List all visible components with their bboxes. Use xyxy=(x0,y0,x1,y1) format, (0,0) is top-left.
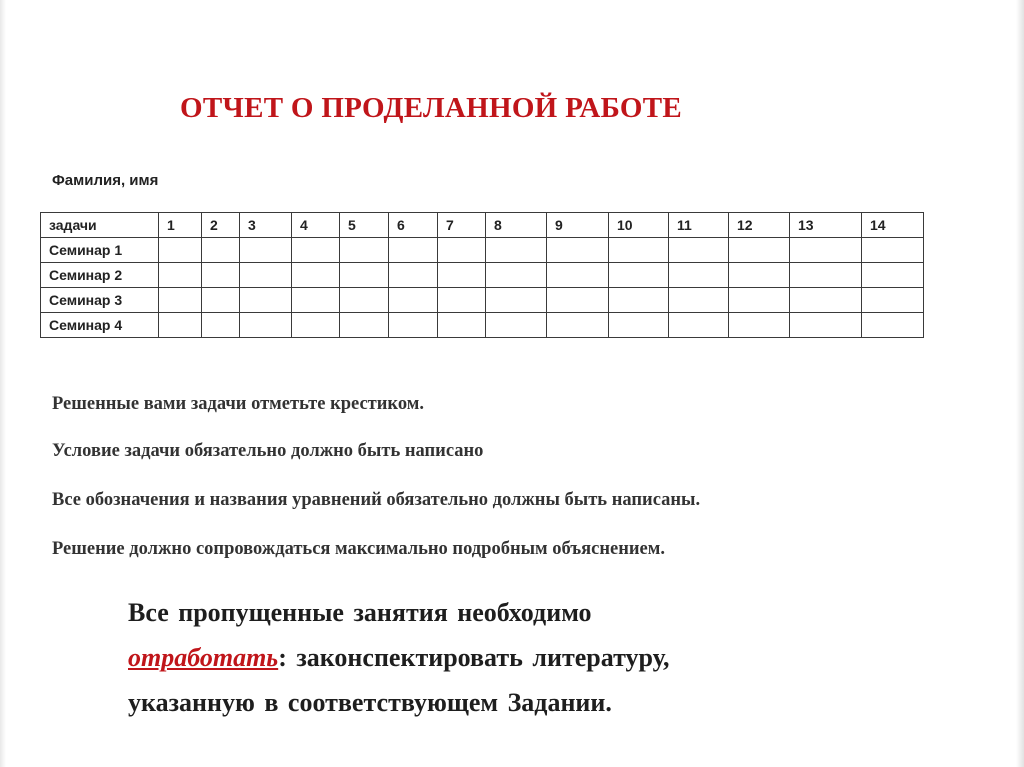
table-row xyxy=(41,313,924,338)
task-cell xyxy=(438,288,486,313)
task-cell xyxy=(202,263,240,288)
task-cell xyxy=(340,238,389,263)
task-cell xyxy=(202,288,240,313)
task-cell xyxy=(389,288,438,313)
task-cell xyxy=(438,238,486,263)
column-header: 6 xyxy=(389,213,438,238)
slide-right-edge xyxy=(1016,0,1024,767)
column-header: 1 xyxy=(159,213,202,238)
task-cell xyxy=(340,263,389,288)
column-header: 4 xyxy=(292,213,340,238)
task-cell xyxy=(159,263,202,288)
task-cell xyxy=(486,238,547,263)
task-cell xyxy=(790,238,862,263)
task-cell xyxy=(240,263,292,288)
task-cell xyxy=(292,288,340,313)
task-cell xyxy=(547,263,609,288)
task-cell xyxy=(202,313,240,338)
column-header: 10 xyxy=(609,213,669,238)
task-cell xyxy=(609,238,669,263)
task-cell xyxy=(340,313,389,338)
header-label: задачи xyxy=(41,213,159,238)
task-cell xyxy=(609,263,669,288)
column-header: 13 xyxy=(790,213,862,238)
row-label: Семинар 4 xyxy=(41,313,159,338)
name-label: Фамилия, имя xyxy=(52,172,159,189)
note-line-3: указанную в соответствующем Задании. xyxy=(128,688,612,717)
instruction-explanation: Решение должно сопровождаться максимально подробным объяснением. xyxy=(52,539,665,559)
table-row xyxy=(41,263,924,288)
task-cell xyxy=(159,313,202,338)
table-row xyxy=(41,238,924,263)
row-label: Семинар 2 xyxy=(41,263,159,288)
note-line-2 xyxy=(128,635,670,680)
task-cell xyxy=(862,238,924,263)
note-accent-word: отработать xyxy=(128,643,279,672)
table-row xyxy=(41,288,924,313)
slide-left-edge xyxy=(0,0,6,767)
instruction-notation: Все обозначения и названия уравнений обязательно должны быть написаны. xyxy=(52,490,701,510)
task-cell xyxy=(438,313,486,338)
row-label: Семинар 1 xyxy=(41,238,159,263)
instruction-mark-tasks: Решенные вами задачи отметьте крестиком. xyxy=(52,394,424,414)
task-cell xyxy=(340,288,389,313)
task-cell xyxy=(547,313,609,338)
column-header: 8 xyxy=(486,213,547,238)
task-cell xyxy=(862,263,924,288)
column-header: 5 xyxy=(340,213,389,238)
task-cell xyxy=(669,238,729,263)
task-cell xyxy=(240,313,292,338)
task-cell xyxy=(438,263,486,288)
note-line-1: Все пропущенные занятия необходимо xyxy=(128,598,592,627)
task-cell xyxy=(389,238,438,263)
instruction-write-condition: Условие задачи обязательно должно быть написано xyxy=(52,441,484,461)
column-header: 12 xyxy=(729,213,790,238)
task-cell xyxy=(790,288,862,313)
task-cell xyxy=(609,288,669,313)
task-cell xyxy=(790,263,862,288)
task-cell xyxy=(159,238,202,263)
task-cell xyxy=(486,288,547,313)
task-cell xyxy=(486,313,547,338)
task-cell xyxy=(669,263,729,288)
note-line-2-rest: : законспектировать литературу, xyxy=(278,643,670,672)
tasks-table xyxy=(40,212,924,338)
column-header: 7 xyxy=(438,213,486,238)
report-title: ОТЧЕТ О ПРОДЕЛАННОЙ РАБОТЕ xyxy=(180,92,683,124)
task-cell xyxy=(240,238,292,263)
task-cell xyxy=(729,238,790,263)
task-cell xyxy=(292,238,340,263)
task-cell xyxy=(669,313,729,338)
task-cell xyxy=(389,263,438,288)
task-cell xyxy=(292,313,340,338)
task-cell xyxy=(159,288,202,313)
task-cell xyxy=(729,263,790,288)
task-cell xyxy=(486,263,547,288)
missed-classes-note xyxy=(128,590,670,725)
row-label: Семинар 3 xyxy=(41,288,159,313)
task-cell xyxy=(240,288,292,313)
task-cell xyxy=(292,263,340,288)
task-cell xyxy=(729,288,790,313)
task-cell xyxy=(669,288,729,313)
task-cell xyxy=(862,313,924,338)
table-header-row xyxy=(41,213,924,238)
column-header: 3 xyxy=(240,213,292,238)
task-cell xyxy=(202,238,240,263)
task-cell xyxy=(389,313,438,338)
task-cell xyxy=(609,313,669,338)
task-cell xyxy=(547,288,609,313)
task-cell xyxy=(729,313,790,338)
column-header: 14 xyxy=(862,213,924,238)
task-cell xyxy=(790,313,862,338)
task-cell xyxy=(547,238,609,263)
column-header: 2 xyxy=(202,213,240,238)
task-cell xyxy=(862,288,924,313)
column-header: 11 xyxy=(669,213,729,238)
column-header: 9 xyxy=(547,213,609,238)
